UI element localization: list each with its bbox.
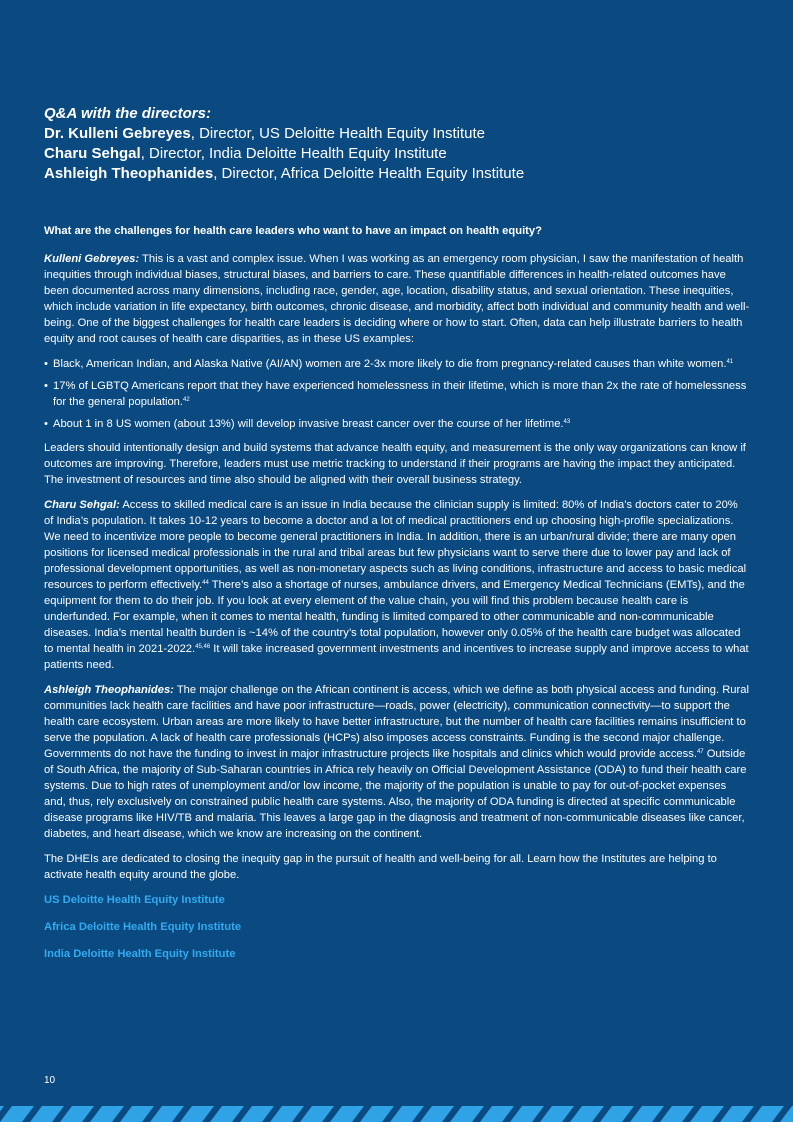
- director-name: Ashleigh Theophanides: [44, 165, 214, 182]
- bullet-text: About 1 in 8 US women (about 13%) will develop invasive breast cancer over the course of her lifetime.: [53, 418, 564, 430]
- link-india-institute[interactable]: India Deloitte Health Equity Institute: [44, 948, 236, 960]
- list-item: [44, 416, 750, 432]
- speaker-name: Kulleni Gebreyes:: [44, 253, 140, 265]
- bullet-list: [44, 356, 750, 432]
- bullet-text: 17% of LGBTQ Americans report that they have experienced homelessness in their lifetime, which is more than 2x the rate of homelessness for the general population.: [53, 380, 747, 408]
- director-role: , Director, India Deloitte Health Equity Institute: [140, 145, 447, 162]
- speaker-name: Charu Sehgal:: [44, 499, 120, 511]
- footnote-ref: 47: [696, 749, 704, 755]
- director-role: , Director, US Deloitte Health Equity Institute: [190, 125, 486, 142]
- link-africa-institute[interactable]: Africa Deloitte Health Equity Institute: [44, 921, 242, 933]
- list-item: [44, 356, 750, 372]
- director-line: [44, 124, 750, 144]
- director-name: Charu Sehgal: [44, 145, 141, 162]
- speaker-name: Ashleigh Theophanides:: [44, 684, 174, 696]
- bullet-text: Black, American Indian, and Alaska Native (AI/AN) women are 2-3x more likely to die from pregnancy-related causes than white women.: [53, 358, 727, 370]
- footnote-ref: 43: [563, 419, 571, 425]
- answer-text: Access to skilled medical care is an issue in India because the clinician supply is limited: 80% of India’s doctors cater to 20% of India’s population. It takes 10-12 years to become a doctor and a lot of medical practitioners end up choosing high-profile specializations. We need to incentivize more people to become general practitioners in India. In addition, there is an urban/rural divide; there are many open positions for licensed medical professionals in the rural and tribal areas but few physicians want to serve there due to lower pay and lack of professional development opportunities, as well as non-monetary aspects such as living conditions, infrastructure and access to basic medical resources to perform effectively.: [44, 499, 747, 591]
- page-number: 10: [44, 1075, 56, 1086]
- list-item: [44, 378, 750, 410]
- article-body: [44, 223, 750, 973]
- footnote-ref: 42: [183, 397, 190, 403]
- charu-answer: [44, 497, 750, 673]
- director-line: [44, 164, 750, 184]
- footnote-ref: 44: [202, 580, 209, 586]
- answer-text: The major challenge on the African continent is access, which we define as both physical access and funding. Rural communities lack health care facilities and have poor infrastructure—roads, power (electricity), communication connectivity—to support the health care ecosystem. Urban areas are more likely to have better infrastructure, but the number of health care facilities remains insufficient to serve the population. A lack of health care professionals (HCPs) also imposes access constraints. Funding is the second major challenge. Governments do not have the funding to invest in major infrastructure projects like hospitals and clinics which would provide access.: [44, 684, 749, 760]
- ashleigh-answer: [44, 682, 750, 842]
- answer-text: It will take increased government investments and incentives to increase supply and improve access to what patients need.: [44, 643, 749, 671]
- question-heading: What are the challenges for health care leaders who want to have an impact on health equity?: [44, 225, 542, 237]
- closing-paragraph: The DHEIs are dedicated to closing the inequity gap in the pursuit of health and well-being for all. Learn how the Institutes are helping to activate health equity around the globe.: [44, 853, 717, 881]
- answer-text: There’s also a shortage of nurses, ambulance drivers, and Emergency Medical Technicians (EMTs), and the equipment for them to do their job. If you look at every element of the value chain, you will find this problem because health care is underfunded. For example, when it comes to mental health, funding is limited compared to other communicable and non-communicable diseases. India’s mental health burden is ~14% of the country’s total population, however only 0.05% of the health care budget was allocated to mental health in 2021-2022.: [44, 579, 745, 655]
- director-name: Dr. Kulleni Gebreyes: [44, 125, 191, 142]
- director-role: , Director, Africa Deloitte Health Equity Institute: [213, 165, 525, 182]
- bullet-icon: •: [44, 418, 48, 430]
- bullet-icon: •: [44, 380, 48, 392]
- footnote-ref: 45,46: [195, 644, 211, 650]
- director-line: [44, 144, 750, 164]
- answer-text: Outside of South Africa, the majority of Sub-Saharan countries in Africa rely heavily on Official Development Assistance (ODA) to fund their health care systems. Due to high rates of unemployment and/or low income, the majority of the population is unable to pay for out-of-pocket expenses and, thus, rely exclusively on constrained public health care systems. Also, the majority of ODA funding is directed at specific communicable disease programs like HIV/TB and malaria. This leaves a large gap in the diagnosis and treatment of non-communicable diseases like cancer, diabetes, and heart disease, which we know are increasing on the continent.: [44, 748, 747, 840]
- link-us-institute[interactable]: US Deloitte Health Equity Institute: [44, 894, 225, 906]
- qa-title: Q&A with the directors:: [44, 105, 211, 122]
- bullet-icon: •: [44, 358, 48, 370]
- kulleni-answer: [44, 251, 750, 347]
- footnote-ref: 41: [726, 359, 734, 365]
- directors-header: [44, 104, 750, 184]
- answer-text: This is a vast and complex issue. When I was working as an emergency room physician, I saw the manifestation of health inequities through individual biases, structural biases, and barriers to care. These quantifiable differences in health-related outcomes have been documented across many dimensions, including race, gender, age, location, disability status, and sexual orientation. These inequities, which include variation in life expectancy, birth outcomes, chronic disease, and morbidity, affect both individual and community health and well-being. One of the biggest challenges for health care leaders is deciding where or how to start. Often, data can help illustrate barriers to health equity and root causes of health care disparities, as in these US examples:: [44, 253, 750, 345]
- leaders-paragraph: Leaders should intentionally design and build systems that advance health equity, and measurement is the only way organizations can know if outcomes are improving. Therefore, leaders must use metric tracking to understand if their programs are having the impact they anticipated. The investment of resources and time also should be aligned with their overall business strategy.: [44, 442, 746, 486]
- institute-links: [44, 892, 750, 962]
- footer-stripes: [0, 1106, 793, 1122]
